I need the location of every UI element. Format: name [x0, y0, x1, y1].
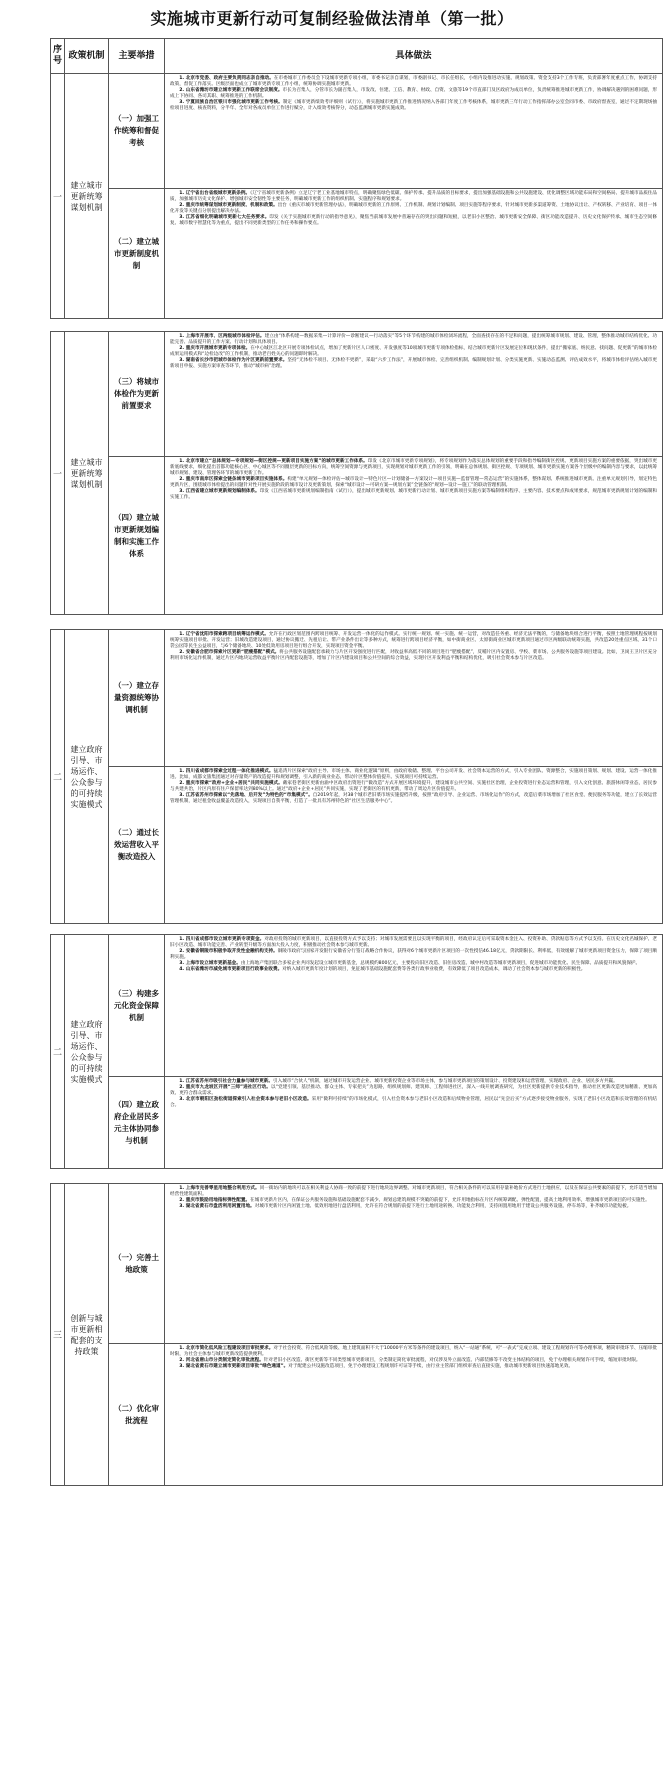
practice-content [165, 189, 663, 319]
practice-lead: 2. 重庆市统筹谋划城市更新制度、机制和政策。 [179, 203, 278, 209]
practice-text: 采用“微利可持续”的市场化模式，引入社会资本参与老旧小区改造和后续物业管理，居民以“先尝后买”方式逐步接受物业服务，实现了老旧小区改造和长效管理的有机结合。 [170, 1097, 657, 1109]
practice-text: 在中心城区江北区开展专项体检试点，增加了更新片区人口密度、开发强度等10项城市更新专项体检指标，结合城市更新片区发展定位和现状条件，提出“搬家底、纳民意、找问题、促更新”的城市体检成果运用模式和“边检边改”的工作机制，推动老百姓关心的问题即时解决。 [170, 346, 657, 358]
measure-name: （四）建立政府企业居民多元主体协同参与机制 [109, 1077, 165, 1169]
practice-item [170, 1186, 657, 1198]
practice-text: 对纳入城市更新年度计划的项目，免征城市基础设施配套费等各类行政事业收费，有效降低了项目改造成本，调动了社会资本参与城市更新的积极性。 [282, 967, 586, 973]
section-gap [0, 1169, 664, 1183]
practice-item [170, 967, 657, 973]
policy-table [50, 331, 663, 615]
practice-item [170, 793, 657, 805]
practice-item [170, 1085, 657, 1097]
policy-category: 建立政府引导、市场运作、公众参与的可持续实施模式 [65, 630, 109, 924]
section-gap [0, 924, 664, 934]
section-number: 二 [51, 630, 65, 924]
practice-lead: 1. 四川省成都市探索全过程一体化推进模式。 [179, 769, 274, 774]
practice-content [165, 1344, 663, 1486]
measure-name: （三）将城市体检作为更新前置要求 [109, 332, 165, 457]
table-row [51, 332, 663, 457]
practice-item [170, 769, 657, 781]
policy-category: 建立政府引导、市场运作、公众参与的可持续实施模式 [65, 935, 109, 1169]
section-gap [0, 615, 664, 629]
table-header-row [51, 39, 663, 74]
practice-content [165, 1077, 663, 1169]
document-title: 实施城市更新行动可复制经验做法清单（第一批） [150, 9, 514, 28]
practice-lead: 2. 重庆市南岸区探索全链条城市更新项目实施体系。 [179, 477, 288, 483]
policy-category: 建立城市更新统筹谋划机制 [65, 74, 109, 319]
measure-name: （一）建立存量资源统筹协调机制 [109, 630, 165, 767]
practice-text: 出台《重庆市城市更新管理办法》，明确城市更新的工作原则、工作机制、规划计划编制、项目实施等程序要求，针对城市更新多渠道筹资、土地协议出让、产权转移、产业培育、项目一体化开发等关键点分别提出解决办法。 [170, 203, 657, 215]
practice-lead: 2. 山东省潍坊市建立城市更新工作联席会议制度。 [179, 88, 283, 94]
practice-content [165, 74, 663, 189]
practice-lead: 3. 江苏省细化明确城市更新七大任务要求。 [179, 215, 270, 221]
header-subject: 主要举措 [109, 39, 165, 74]
policy-tables [0, 38, 664, 1486]
practice-text: 对政府投资的城市更新项目，以直接投资方式予以支持；对城市发展需要且以实现平衡的项目，经政府认定后可采取资本金注入、投资补助、贷款贴息等方式予以支持。在历史文化名城保护、老旧小区改造、城市功能完善、产业转型升级等方面加大投入力度，积极推动社会资本参与城市更新。 [170, 937, 658, 949]
practice-item [170, 1364, 657, 1370]
practice-lead: 3. 北京市朝阳区劲松街道探索引入社会资本参与老旧小区改造。 [179, 1097, 312, 1103]
practice-text: 建立由“体系构建—数据采集—计算评价—诊断建议—行动落实”等5个环节构建的城市体检闭环流程，全面查找存在的不足和问题，提出统筹城市规划、建设、管理，整体推动城市结构优化、功能完善、品质提升的工作方案、行动计划和具体项目。 [170, 334, 657, 346]
practice-lead: 3. 宁夏回族自治区银川市强化城市更新工作考核。 [179, 100, 283, 106]
table-row [51, 630, 663, 767]
practice-text: 市长为召集人，分管市长为副召集人，市发改、住建、工信、教育、财政、自资、文旅等19个市直部门及区政府为成员单位，负责统筹推进城市更新工作，协调解决遇到的困难问题，形成上下协同、各司其职、统筹推进的工作机制。 [170, 88, 657, 100]
practice-text: 制定《城市更新绩效考评细则（试行）》，将实施城市更新工作推进情况纳入各部门年度工作考核体系，城市更新三年行动工作指挥部办公室会同市委、市政府督查室，通过不定期现场抽检项目进度、核查资料，分半年、全年对各成员单位工作进行赋分，计入绩效考核得分，动态监测城市更新实施成效。 [170, 100, 657, 112]
practice-item [170, 191, 657, 203]
practice-text: 印发《北京市城市更新专项规划》，将专项规划作为落实总体规划的重要手段和指导编制街区控规、更新项目实施方案的重要依据，突出城市更新底线要求，细化提出首都功能核心区、中心城区等不同圈层更新的目标方向，统筹空间资源与更新项目，实现规划对城市更新工作的引领，明确在总体规划、街区控规、专项规划、城市更新实施方案各个层级中的编制内容与要求，以此统筹城市规划、建设、管理各环节的城市更新工作。 [170, 459, 657, 477]
table-row [51, 74, 663, 189]
table-row [51, 1077, 663, 1169]
practice-text: 对于配建公共设施改造项目，免于办理建设工程规划许可证等手续，由行业主管部门组织审查后直接实施，推动城市更新项目快速落地见效。 [288, 1364, 574, 1370]
section-gap [0, 319, 664, 331]
practice-lead: 1. 江苏省苏州市吸引社会力量参与城市更新。 [179, 1079, 274, 1084]
policy-category: 创新与城市更新相配套的支持政策 [65, 1184, 109, 1486]
practice-lead: 1. 北京市党委、政府主要负责同志亲自推动。 [179, 76, 274, 81]
practice-content [165, 935, 663, 1077]
practice-item [170, 477, 657, 489]
practice-text: 铜陵市政府与国家开发银行安徽省分行签订战略合作协议，获得对6个城市更新片区项目的一次性授信46.18亿元，贷款期限长、利率低，有效缓解了城市更新项目资金压力，保障了项目顺利实施。 [170, 949, 657, 961]
practice-item [170, 632, 657, 650]
policy-table [50, 1183, 663, 1486]
practice-item [170, 215, 657, 227]
practice-lead: 2. 河北省唐山市分类制定简化审批流程。 [179, 1358, 264, 1364]
practice-lead: 2. 安徽省合肥市探索片区更新“肥瘦搭配”模式。 [179, 650, 280, 656]
table-row [51, 189, 663, 319]
section-number: 一 [51, 332, 65, 615]
practice-lead: 3. 上海市设立城市更新基金。 [179, 961, 241, 967]
practice-text: 针对老旧小区改造、街区更新等不同类型城市更新项目，分类制定简化审批流程，对仅涉及外立面改造、内部装修等不改变主体结构的项目，免于办理相关规划许可手续，缩短审批时限。 [263, 1358, 641, 1364]
practice-text: 印发《关于实施城市更新行动的指导意见》，聚焦当前城市发展中普遍存在的突出问题和短板，以老旧小区整治、城市更新安全保障、街区功能改造提升、历史文化保护传承、城市生态空间修复、城市数字智慧化等为重点，提出不同更新类型的工作任务和操作要点。 [170, 215, 657, 227]
practice-lead: 2. 安徽省铜陵市积极争取开发性金融机构支持。 [179, 949, 278, 955]
practice-lead: 3. 湖南省长沙市把城市体检作为片区更新前置要求。 [179, 358, 288, 364]
practice-item [170, 1097, 657, 1109]
practice-lead: 3. 江苏省苏州市探索以“先落地、后开发”为特色的“市集模式”。 [179, 793, 313, 799]
practice-text: 引入城市“合伙人”机制，通过城市开发运营企业、城市更新投资企业等市场主体，参与城市更新项目的策划设计、投资建设和运营管理，实现政府、企业、居民多方共赢。 [273, 1079, 618, 1084]
practice-item [170, 489, 657, 501]
section-number: 三 [51, 1184, 65, 1486]
practice-lead: 2. 重庆市探索“政府+企业+居民”共同实施模式。 [179, 781, 283, 787]
measure-name: （四）建立城市更新规划编制和实施工作体系 [109, 457, 165, 615]
practice-item [170, 203, 657, 215]
practice-text: 在市委城市工作委员会下设城市更新专项小组，市委书记亲自谋划，市委副书记、市长任组长，小组内设推进动实施、规划政策、资金支持3个工作专班，负责部署年度重点工作，协调支持政策，督促工作落实。区级层面也成立了城市更新专项工作小组，统筹协调实施城市更新。 [170, 76, 657, 88]
practice-text: 坚持“无体检不项目、无体检不更新”，采取“六步工作法”，开展城市体检、完善组织机制、编制规划计划、分类实施更新、实施动态监测、评估成效水平，将城市体检评估纳入城市更新项目申报、实施方案审查等环节，推动“城市病”治理。 [170, 358, 658, 370]
table-row [51, 1184, 663, 1344]
practice-item [170, 949, 657, 961]
practice-lead: 3. 湖北省黄石市盘活利用闲置用地。 [179, 1204, 255, 1210]
practice-text: 对于社会投资、符合低风险等级、地上建筑面积不大于10000平方米等条件的建设项目，纳入“一站通”系统，可“一表式”完成立项、建设工程规划许可等办理事项，精简审批环节、压缩审批时限，为社会主体参与城市更新改造提供便利。 [170, 1346, 657, 1358]
measure-name: （一）加强工作统筹和督促考核 [109, 74, 165, 189]
policy-table [50, 934, 663, 1169]
measure-name: （二）通过长效运营收入平衡改造投入 [109, 767, 165, 924]
practice-content [165, 630, 663, 767]
practice-lead: 1. 辽宁省出台省级城市更新条例。 [179, 191, 251, 196]
practice-content [165, 457, 663, 615]
practice-text: 将公共服务设施配套承载力与片区开发强度进行匹配，对收益率高低不同的项目进行“肥瘦搭配”，反哺片区内安置房、学校、菜市场、公共服务设施等项目建设。比如，卫岗王卫片区充分利用市场化运作机制，通过片区内地块运营收益平衡片区内配套设施等，增加了片区内建设项目和公共空间的综合效益，实现片区开发利益平衡和结构优化，吸引社会资本参与片区改造。 [170, 650, 657, 662]
header-content: 具体做法 [165, 39, 663, 74]
practice-text: 以“党建引领、基层推动、群众主体、专家把关”为思路，组织规划师、建筑师、工程师进社区，深入一线开展调查研究，为社区更新提供专业技术指导，推动社区更新改造更加精准、更加高效、更符合群众需求。 [170, 1085, 657, 1097]
practice-content [165, 1184, 663, 1344]
practice-lead: 3. 湖北省黄石市建立城市更新项目审批“绿色通道”。 [179, 1364, 289, 1370]
practice-lead: 1. 北京市简化低风险工程建设项目审批要求。 [179, 1346, 274, 1351]
practice-text: 自2019年起，对38个城市老旧菜市场实施提档升级，按照“政府引导、企业运营、市场化运作”的方式，改造后菜市场增加了社区食堂、便民服务等功能，建立了长效运营管理机制，通过租金收益覆盖改造投入，实现项目自我平衡，打造了一批具有苏州特色的“社区生活服务中心”。 [170, 793, 657, 805]
measure-name: （二）优化审批流程 [109, 1344, 165, 1486]
practice-item [170, 76, 657, 88]
practice-text: 构建“单元规划—体检评估—城市设计—特色片区—计划储备—方案设计—项目实施—监督管理—常态运营”的实施体系，整体谋划、系统推进城市更新。注重单元规划引导，划定特色更新片区，围绕城市体检提出的问题针对性开展实施阶段的城市设计及更新策划，探索“城市设计—可研方案—规划方案”全链条的“规划—设计—施工”的联动管理机制。 [170, 477, 657, 489]
practice-item [170, 1346, 657, 1358]
table-row [51, 1344, 663, 1486]
practice-item [170, 781, 657, 793]
policy-category: 建立城市更新统筹谋划机制 [65, 332, 109, 615]
practice-item [170, 100, 657, 112]
practice-lead: 1. 上海市开展市、区两级城市体检评估。 [179, 334, 265, 339]
practice-item [170, 358, 657, 370]
practice-lead: 1. 上海市完善零星用地整合利用方式。 [179, 1186, 260, 1191]
practice-lead: 1. 北京市建立“总体规划—专项规划—街区控规—更新项目实施方案”的城市更新工作体系。 [179, 459, 368, 464]
table-row [51, 767, 663, 924]
practice-text: 在城市更新片区内，在保证公共服务设施和基础设施配套不减少、规划总建筑规模不突破的前提下，允许用地指标在片区内统筹调配、弹性配置，提高土地利用效率，增强城市更新项目的可实施性。 [250, 1198, 650, 1204]
header-no: 序号 [51, 39, 65, 74]
practice-item [170, 334, 657, 346]
practice-item [170, 937, 657, 949]
policy-table [50, 38, 663, 319]
practice-text: 对城市更新片区内闲置土地、低效用地进行盘活利用，允许在符合规划的前提下进行土地用途转换、功能复合利用，支持闲置用地用于建设公共服务设施、停车场等，补齐城市功能短板。 [254, 1204, 632, 1210]
practice-item [170, 1204, 657, 1210]
table-row [51, 935, 663, 1077]
practice-item [170, 459, 657, 477]
table-row [51, 457, 663, 615]
practice-item [170, 88, 657, 100]
practice-lead: 1. 辽宁省沈阳市探索跨项目统筹运作模式。 [179, 632, 269, 637]
practice-lead: 2. 重庆市九龙坡区开展“三师”进社区行动。 [179, 1085, 271, 1091]
practice-text: 由上海地产集团联合多家企业共同发起设立城市更新基金，总规模约800亿元，主要投向旧区改造、旧住房改造、城中村改造等城市更新项目，促进城市功能优化、民生保障、品质提升和风貌保护。 [240, 961, 641, 967]
practice-item [170, 650, 657, 662]
practice-text: 猛追湾片区探索“政府主导、市场主体、商业化逻辑”原则，由政府收储、整理、平台公司开发、社会资本运营的方式，引入专业团队、资源整合，实施项目策划、规划、建设、运营一体化推进。比如，成都文旅集团通过对存量资产的改造提升和规划调整，引入新的商业业态，带动片区整体价值提升。实现项目可持续运营。 [170, 769, 657, 781]
practice-text: 印发《江西省城市更新规划编制指南（试行）》，提出城市更新规划、城市更新行动计划、城市更新项目实施方案等编制组织程序、主要内容、技术要点和成果要求，规范城市更新规划计划的编制和实施工作。 [170, 489, 657, 501]
practice-lead: 2. 重庆市鼓励用地指标弹性配置。 [179, 1198, 251, 1204]
practice-content [165, 767, 663, 924]
measure-name: （三）构建多元化资金保障机制 [109, 935, 165, 1077]
practice-lead: 1. 四川省成都市设立城市更新专项资金。 [179, 937, 265, 942]
practice-text: 允许在行政区划范围内跨项目统筹、开发运营一体化的运作模式。实行统一规划、统一实施、统一运营，对改造任务重、经济无法平衡的，与储备地块组合进行平衡，按照土地管理规程按规划统筹实施项目审批、开发运营；旧城改造建设项目，通过协议搬迁、先租后让、带产业条件出让等多种方式，统筹进行跨项目经济平衡，如中街商业区、太原街商业区城市更新项目通过市区两级联动统筹实施，共改造20处重点区域、31个口袋公园等民生公益项目，与6个储备地块、10处低效用房项目进行组合开发，实现项目资金平衡。 [170, 632, 657, 650]
practice-content [165, 332, 663, 457]
header-category: 政策机制 [65, 39, 109, 74]
measure-name: （一）完善土地政策 [109, 1184, 165, 1344]
practice-lead: 4. 山东省潍坊市减免城市更新项目行政事业收费。 [179, 967, 283, 973]
policy-table [50, 629, 663, 924]
practice-text: 《辽宁省城市更新条例》立足辽宁老工业基地城市特点，明确聚焦绿色低碳、保护传承、提升品质的目标要求，提出加强基础设施和公共设施建设、优化调整区域功能布局和空间格局、提升城市品质住品质，加强城市历史文化保护、增强城市安全韧性等主要任务，明确城市更新工作的组织机制、实施程序和规划要求。 [170, 191, 657, 203]
practice-text: 戴家巷老街区更新由渝中区政府出资进行“微改造”方式开展区域环境提升，建设城市公共空间、实施社区治理，企业投资进行业态运营和管理，引入文化创意、旅游休闲等业态，居民参与共建共治，片区内原有住户保留率达到80%以上。通过“政府+企业+居民”共同实施，实现了老街区的有机更新，带动了周边片区价值提升。 [170, 781, 657, 793]
measure-name: （二）建立城市更新制度机制 [109, 189, 165, 319]
section-number: 二 [51, 935, 65, 1169]
section-number: 一 [51, 74, 65, 319]
practice-lead: 3. 江西省建立城市更新规划编制体系。 [179, 489, 260, 495]
practice-item [170, 346, 657, 358]
practice-lead: 2. 重庆市开展城市更新专项体检。 [179, 346, 251, 352]
practice-text: 同一街坊内的地块可以在相关利益人协商一致的前提下进行地块边界调整。对城市更新项目，符合相关条件的可以采用存量补地价方式进行土地供应，以及在保证公共要素的前提下，允许适当增加经营性建筑面积。 [170, 1186, 657, 1198]
